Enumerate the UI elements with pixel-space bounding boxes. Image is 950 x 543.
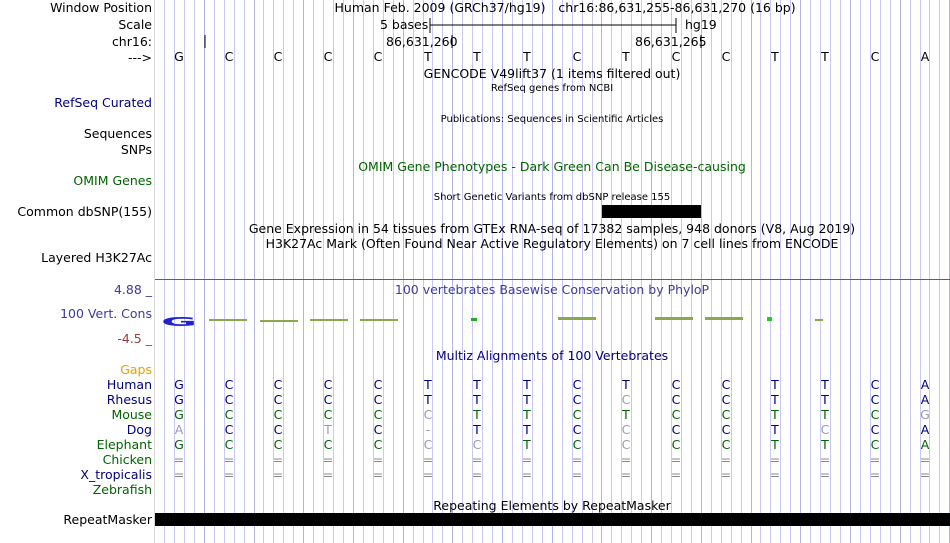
label-elephant[interactable]: Elephant	[96, 437, 152, 452]
h3k27ac-title: H3K27Ac Mark (Often Found Near Active Regulatory Elements) on 7 cell lines from ENCODE	[265, 236, 839, 251]
base-letter: A	[174, 422, 184, 437]
publications-title: Publications: Sequences in Scientific Articles	[440, 114, 664, 125]
label-gaps[interactable]: Gaps	[120, 362, 152, 377]
label-snps[interactable]: SNPs	[120, 142, 152, 157]
base-letter: G	[174, 407, 184, 422]
alignment-row-dog	[155, 422, 950, 437]
base-letter: C	[671, 377, 681, 392]
base-letter: G	[174, 49, 184, 64]
base-letter: C	[224, 407, 234, 422]
repeatmasker-block[interactable]	[155, 513, 950, 526]
base-letter: C	[323, 377, 333, 392]
base-letter: C	[273, 392, 283, 407]
base-letter: =	[372, 467, 384, 482]
coord-label-2: 86,631,265	[635, 34, 707, 49]
label-dbsnp[interactable]: Common dbSNP(155)	[17, 204, 152, 219]
base-letter: C	[572, 49, 582, 64]
base-letter: C	[721, 437, 731, 452]
base-letter: T	[821, 392, 829, 407]
base-letter: T	[821, 49, 829, 64]
base-letter: =	[521, 452, 533, 467]
base-letter: A	[920, 392, 930, 407]
omim-title: OMIM Gene Phenotypes - Dark Green Can Be Disease-causing	[358, 159, 746, 174]
base-letter: =	[670, 452, 682, 467]
base-letter: =	[223, 452, 235, 467]
base-letter: T	[473, 392, 481, 407]
base-letter: C	[273, 377, 283, 392]
base-letter: T	[473, 377, 481, 392]
base-letter: =	[819, 452, 831, 467]
alignment-row-chicken	[155, 452, 950, 467]
label-phylop-min: -4.5 _	[117, 331, 152, 346]
base-letter: =	[869, 467, 881, 482]
base-letter: C	[621, 422, 631, 437]
base-letter: C	[373, 407, 383, 422]
base-letter: C	[373, 377, 383, 392]
base-letter: C	[621, 392, 631, 407]
base-letter: A	[920, 377, 930, 392]
label-scale: Scale	[118, 17, 152, 32]
base-letter: A	[920, 437, 930, 452]
base-letter: C	[373, 392, 383, 407]
base-letter: C	[870, 392, 880, 407]
base-letter: T	[771, 377, 779, 392]
base-letter: C	[273, 407, 283, 422]
label-chr: chr16:	[111, 34, 152, 49]
base-letter: C	[721, 377, 731, 392]
label-mouse[interactable]: Mouse	[111, 407, 152, 422]
base-letter: =	[769, 452, 781, 467]
base-letter: C	[323, 49, 333, 64]
base-letter: C	[621, 437, 631, 452]
base-letter: A	[920, 49, 930, 64]
base-letter: C	[423, 437, 433, 452]
label-repeatmasker[interactable]: RepeatMasker	[63, 512, 152, 527]
alignment-row-rhesus	[155, 392, 950, 407]
label-refseq[interactable]: RefSeq Curated	[54, 95, 152, 110]
base-letter: C	[224, 49, 234, 64]
base-letter: T	[523, 407, 531, 422]
base-letter: G	[174, 392, 184, 407]
track-separator	[155, 279, 950, 280]
base-letter: C	[572, 377, 582, 392]
base-letter: T	[424, 377, 432, 392]
base-letter: =	[322, 452, 334, 467]
base-letter: C	[323, 437, 333, 452]
base-letter: T	[771, 392, 779, 407]
base-letter: C	[572, 392, 582, 407]
base-sequence-row	[155, 49, 950, 64]
base-letter: T	[424, 392, 432, 407]
label-rhesus[interactable]: Rhesus	[106, 392, 152, 407]
base-letter: =	[521, 467, 533, 482]
base-letter: T	[473, 407, 481, 422]
base-letter: C	[224, 392, 234, 407]
label-omim[interactable]: OMIM Genes	[73, 173, 152, 188]
base-letter: C	[671, 407, 681, 422]
base-letter: T	[473, 49, 481, 64]
refseq-title: RefSeq genes from NCBI	[490, 83, 614, 94]
label-zebrafish[interactable]: Zebrafish	[92, 482, 152, 497]
base-letter: C	[870, 407, 880, 422]
base-letter: T	[622, 377, 630, 392]
base-letter: A	[920, 422, 930, 437]
base-letter: C	[323, 392, 333, 407]
base-letter: C	[671, 392, 681, 407]
base-letter: =	[670, 467, 682, 482]
assembly-title: Human Feb. 2009 (GRCh37/hg19)	[334, 0, 546, 15]
base-letter: T	[821, 377, 829, 392]
base-letter: =	[422, 467, 434, 482]
coord-label-1: 86,631,260	[386, 34, 458, 49]
phylop-title: 100 vertebrates Basewise Conservation by PhyloP	[394, 282, 710, 297]
base-letter: T	[771, 407, 779, 422]
label-sequences[interactable]: Sequences	[83, 126, 152, 141]
base-letter: T	[473, 422, 481, 437]
base-letter: =	[819, 467, 831, 482]
base-letter: T	[771, 437, 779, 452]
base-letter: C	[721, 392, 731, 407]
base-letter: T	[771, 422, 779, 437]
label-cons[interactable]: 100 Vert. Cons	[60, 306, 152, 321]
track-labels-column	[0, 0, 154, 543]
base-letter: C	[323, 407, 333, 422]
base-letter: =	[919, 467, 931, 482]
base-letter: =	[620, 467, 632, 482]
base-letter: T	[523, 392, 531, 407]
base-letter: G	[174, 437, 184, 452]
dbsnp-title: Short Genetic Variants from dbSNP release 155	[433, 192, 671, 203]
base-letter: C	[273, 422, 283, 437]
base-letter: T	[324, 422, 332, 437]
base-letter: C	[721, 422, 731, 437]
alignment-row-human	[155, 377, 950, 392]
base-letter: C	[721, 407, 731, 422]
base-letter: =	[272, 452, 284, 467]
base-letter: =	[471, 467, 483, 482]
base-letter: C	[870, 49, 880, 64]
base-letter: -	[425, 422, 431, 437]
base-letter: =	[272, 467, 284, 482]
base-letter: C	[572, 407, 582, 422]
base-letter: C	[671, 422, 681, 437]
base-letter: =	[422, 452, 434, 467]
dbsnp-variant-block[interactable]	[602, 205, 701, 218]
base-letter: C	[224, 422, 234, 437]
base-letter: T	[523, 437, 531, 452]
base-letter: =	[223, 467, 235, 482]
label-xtrop[interactable]: X_tropicalis	[80, 467, 152, 482]
scale-text: 5 bases	[380, 17, 429, 32]
base-letter: C	[820, 422, 830, 437]
base-letter: =	[372, 452, 384, 467]
base-letter: C	[671, 437, 681, 452]
base-letter: T	[523, 377, 531, 392]
base-letter: =	[571, 467, 583, 482]
base-letter: =	[571, 452, 583, 467]
base-letter: C	[273, 437, 283, 452]
base-letter: C	[572, 422, 582, 437]
base-letter: T	[622, 49, 630, 64]
base-letter: =	[869, 452, 881, 467]
label-phylop-max: 4.88 _	[113, 282, 152, 297]
track-data-area[interactable]	[155, 0, 950, 543]
label-window-position: Window Position	[50, 0, 152, 15]
base-letter: =	[620, 452, 632, 467]
base-letter: C	[224, 377, 234, 392]
base-letter: =	[769, 467, 781, 482]
base-letter: =	[173, 467, 185, 482]
base-letter: C	[572, 437, 582, 452]
window-position-text: chr16:86,631,255-86,631,270 (16 bp)	[558, 0, 796, 15]
base-letter: =	[720, 467, 732, 482]
base-letter: =	[471, 452, 483, 467]
base-letter: C	[721, 49, 731, 64]
base-letter: C	[870, 437, 880, 452]
base-letter: =	[322, 467, 334, 482]
base-letter: =	[919, 452, 931, 467]
gencode-title[interactable]: GENCODE V49lift37 (1 items filtered out)	[423, 66, 681, 81]
scale-db: hg19	[685, 17, 717, 32]
base-letter: T	[523, 422, 531, 437]
base-letter: C	[423, 407, 433, 422]
base-letter: =	[720, 452, 732, 467]
base-letter: C	[472, 437, 482, 452]
base-letter: C	[671, 49, 681, 64]
base-letter: C	[373, 422, 383, 437]
logo-letter-g: G	[161, 314, 198, 329]
repeatmasker-title: Repeating Elements by RepeatMasker	[433, 498, 671, 513]
label-human[interactable]: Human	[106, 377, 152, 392]
gtex-title: Gene Expression in 54 tissues from GTEx RNA-seq of 17382 samples, 948 donors (V8, Aug 2019)	[248, 221, 856, 236]
base-letter: =	[173, 452, 185, 467]
base-letter: T	[821, 437, 829, 452]
base-letter: C	[870, 377, 880, 392]
alignment-row-elephant	[155, 437, 950, 452]
base-letter: T	[523, 49, 531, 64]
alignment-row-xtrop	[155, 467, 950, 482]
base-letter: T	[424, 49, 432, 64]
label-chicken[interactable]: Chicken	[102, 452, 152, 467]
label-h3k27ac[interactable]: Layered H3K27Ac	[41, 250, 152, 265]
base-letter: T	[821, 407, 829, 422]
base-letter: C	[870, 422, 880, 437]
base-letter: G	[920, 407, 930, 422]
label-strand: --->	[127, 50, 152, 65]
base-letter: G	[174, 377, 184, 392]
base-letter: T	[622, 407, 630, 422]
base-letter: C	[224, 437, 234, 452]
base-letter: C	[373, 49, 383, 64]
label-dog[interactable]: Dog	[126, 422, 152, 437]
base-letter: C	[273, 49, 283, 64]
phylop-logo	[155, 300, 950, 340]
base-letter: C	[373, 437, 383, 452]
multiz-title: Multiz Alignments of 100 Vertebrates	[435, 348, 669, 363]
base-letter: T	[771, 49, 779, 64]
alignment-row-mouse	[155, 407, 950, 422]
